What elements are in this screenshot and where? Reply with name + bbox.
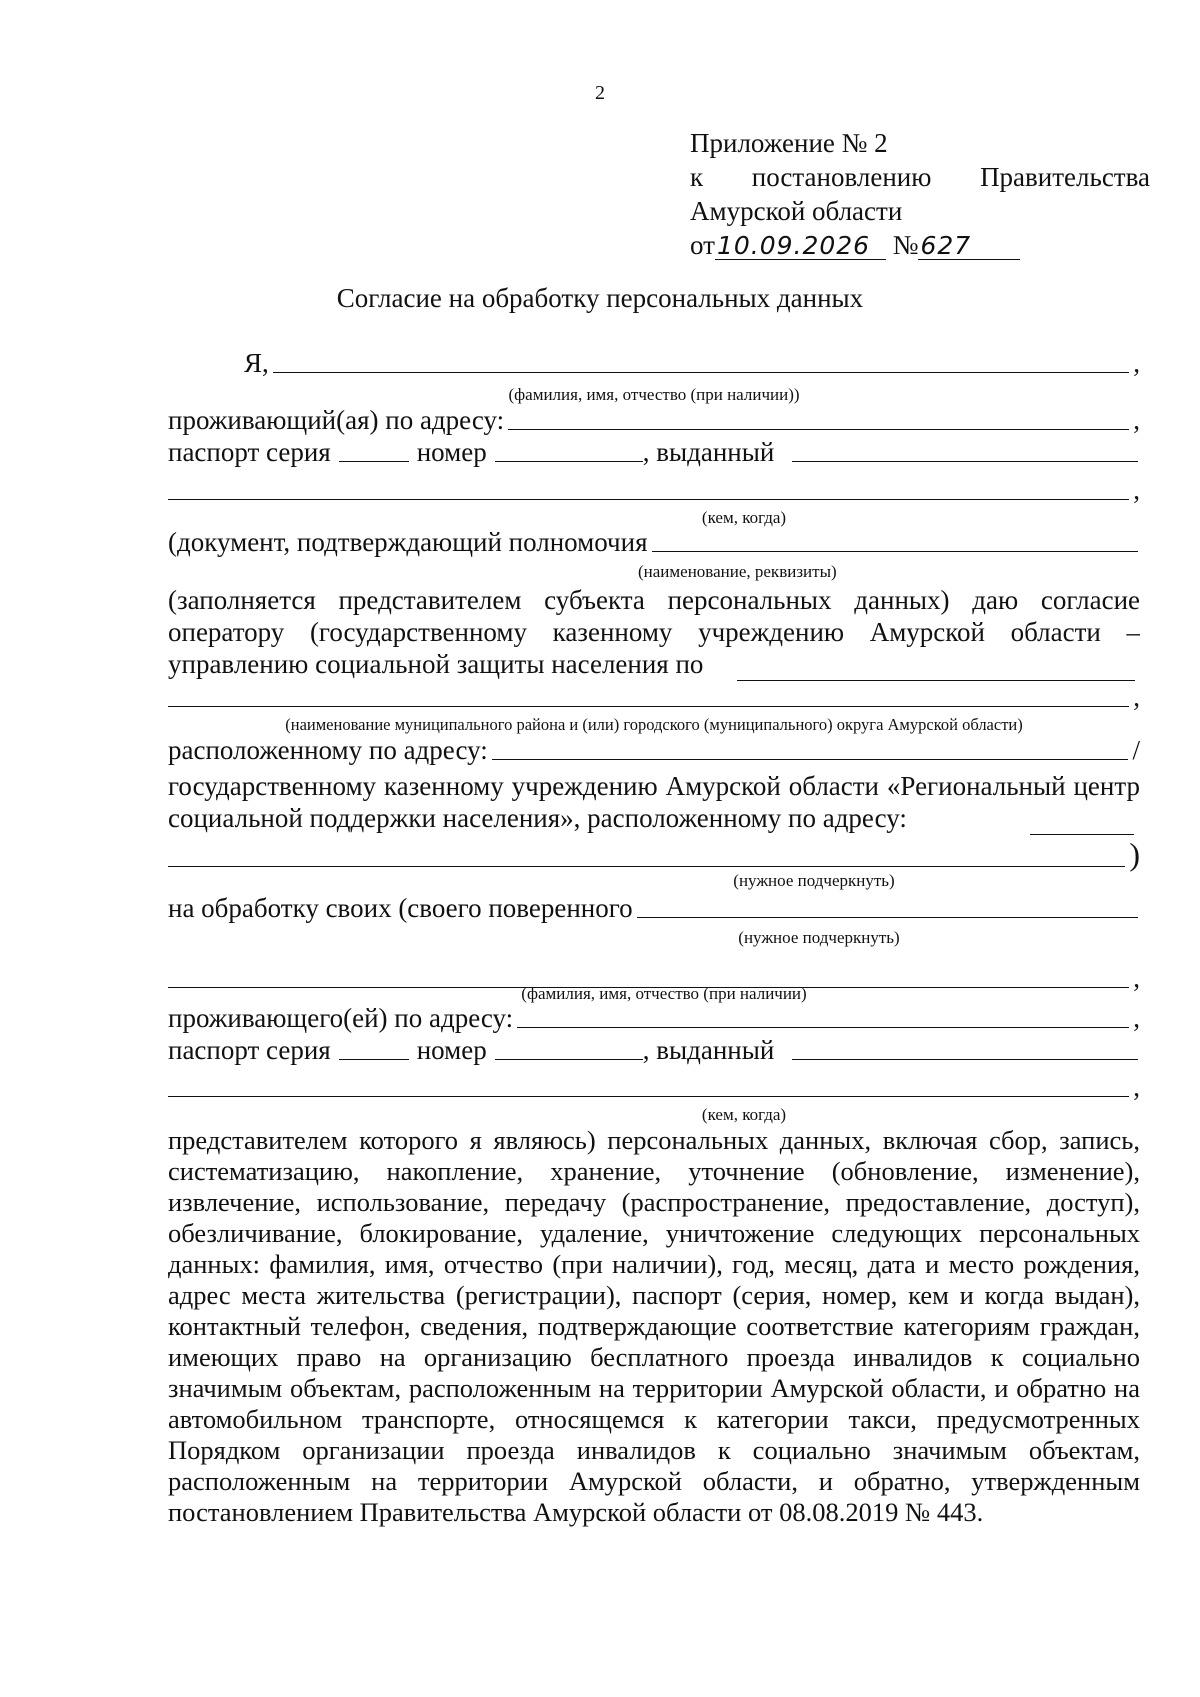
comma: , xyxy=(1133,1003,1140,1033)
label-issued: , выданный xyxy=(642,437,775,467)
label-passport-series: паспорт серия xyxy=(168,437,331,467)
caption-kem-kogda: (кем, когда) xyxy=(701,508,787,527)
close-paren: ) xyxy=(1129,836,1140,872)
row-issued-continued xyxy=(168,475,1140,506)
caption-underline-needed-2: (нужное подчеркнуть) xyxy=(738,928,900,947)
row-authority-doc xyxy=(168,527,1140,558)
label-number-2: номер xyxy=(416,1035,487,1065)
field-located-address[interactable] xyxy=(492,737,1129,760)
appendix-title: Приложение № 2 xyxy=(690,128,888,158)
row-address-2 xyxy=(168,1003,1140,1034)
row-passport-2 xyxy=(168,1035,1140,1066)
field-passport-series[interactable] xyxy=(339,439,409,462)
field-proxy[interactable] xyxy=(637,895,1138,918)
number-prefix: № xyxy=(892,230,919,260)
regional-center-text: государственному казенному учреждению Амурской области «Региональный центр социальной поддержки населения», расположенному по адресу: xyxy=(168,771,1140,833)
field-address-2[interactable] xyxy=(517,1005,1129,1028)
comma: , xyxy=(1133,682,1140,712)
field-issued-by-2-line2[interactable] xyxy=(168,1074,1129,1097)
caption-fio-2: (фамилия, имя, отчество (при наличии) xyxy=(521,984,807,1003)
appendix-k: к xyxy=(690,162,704,192)
row-address xyxy=(168,405,1140,436)
field-regional-center-address-line2[interactable] xyxy=(168,844,1125,867)
appendix-header xyxy=(690,126,1150,262)
appendix-government: Правительства xyxy=(980,162,1150,192)
label-processing-own: на обработку своих (своего поверенного xyxy=(168,893,633,923)
row-located-at xyxy=(168,735,1140,766)
field-authority-doc[interactable] xyxy=(652,529,1138,552)
comma: , xyxy=(1133,963,1140,993)
body-paragraph: представителем которого я являюсь) персональных данных, включая сбор, запись, систематизацию, накопление, хранение, уточнение (обновление, изменение), извлечение, использование, передачу (распространение, предоставление, доступ), обезличивание, блокирование, удаление, уничтожение следующих персональных данных: фамилия, имя, отчество (при наличии), год, месяц, дата и место рождения, адрес места жительства (регистрации), паспорт (серия, номер, кем и когда выдан), контактный телефон, сведения, подтверждающие соответствие категориям граждан, имеющих право на организацию бесплатного проезда инвалидов к социально значимым объектам, расположенным на территории Амурской области, и обратно на автомобильном транспорте, относящемся к категории такси, предусмотренных Порядком организации проезда инвалидов к социально значимым объектам, расположенным на территории Амурской области, и обратно, утвержденным постановлением Правительства Амурской области от 08.08.2019 № 443. xyxy=(168,1125,1140,1527)
regional-center-paragraph xyxy=(168,770,1140,834)
caption-district: (наименование муниципального района и (или) городского (муниципального) округа Амурской области) xyxy=(285,715,1023,734)
label-number: номер xyxy=(416,437,487,467)
label-residing: проживающий(ая) по адресу: xyxy=(168,405,505,435)
field-district[interactable] xyxy=(168,684,1129,707)
caption-fio: (фамилия, имя, отчество (при наличии)) xyxy=(508,385,800,404)
label-passport-series-2: паспорт серия xyxy=(168,1035,331,1065)
handwritten-number: 627 xyxy=(918,233,1020,260)
field-issued-by[interactable] xyxy=(792,439,1138,462)
comma: , xyxy=(1133,348,1140,378)
field-issued-by-line2[interactable] xyxy=(168,477,1129,500)
field-fio[interactable] xyxy=(273,350,1129,373)
date-prefix: от xyxy=(690,230,715,260)
appendix-date-number xyxy=(690,228,1150,262)
appendix-resolution: постановлению xyxy=(751,162,932,192)
field-regional-center-address[interactable] xyxy=(1030,812,1134,835)
field-social-protection-office[interactable] xyxy=(737,658,1135,681)
label-located-at: расположенному по адресу: xyxy=(168,735,488,765)
handwritten-date: 10.09.2026 xyxy=(715,233,886,260)
field-address[interactable] xyxy=(508,407,1129,430)
row-passport xyxy=(168,437,1140,468)
appendix-region: Амурской области xyxy=(690,196,903,226)
field-passport-series-2[interactable] xyxy=(339,1037,409,1060)
slash: / xyxy=(1132,735,1140,765)
caption-kem-kogda-2: (кем, когда) xyxy=(701,1105,787,1124)
consent-text: (заполняется представителем субъекта персональных данных) даю согласие оператору (государственному казенному учреждению Амурской области – управлению социальной защиты населения по xyxy=(168,585,1140,679)
field-issued-by-2[interactable] xyxy=(792,1037,1138,1060)
field-passport-number[interactable] xyxy=(495,439,643,462)
row-ya xyxy=(168,348,1140,379)
label-issued-2: , выданный xyxy=(642,1035,775,1065)
row-district xyxy=(168,682,1140,713)
label-residing-2: проживающего(ей) по адресу: xyxy=(168,1003,514,1033)
caption-underline-needed: (нужное подчеркнуть) xyxy=(733,871,895,890)
label-ya: Я, xyxy=(244,348,269,378)
comma: , xyxy=(1133,475,1140,505)
field-passport-number-2[interactable] xyxy=(495,1037,643,1060)
label-authority-doc: (документ, подтверждающий полномочия xyxy=(168,527,648,557)
comma: , xyxy=(1133,1072,1140,1102)
document-title: Согласие на обработку персональных данных xyxy=(336,283,864,313)
row-regional-center-address xyxy=(168,836,1140,873)
page-number: 2 xyxy=(595,82,605,104)
comma: , xyxy=(1133,405,1140,435)
row-processing-own xyxy=(168,893,1140,924)
row-issued-continued-2 xyxy=(168,1072,1140,1103)
appendix-resolution-line xyxy=(690,160,1150,194)
caption-name-details: (наименование, реквизиты) xyxy=(638,562,837,581)
